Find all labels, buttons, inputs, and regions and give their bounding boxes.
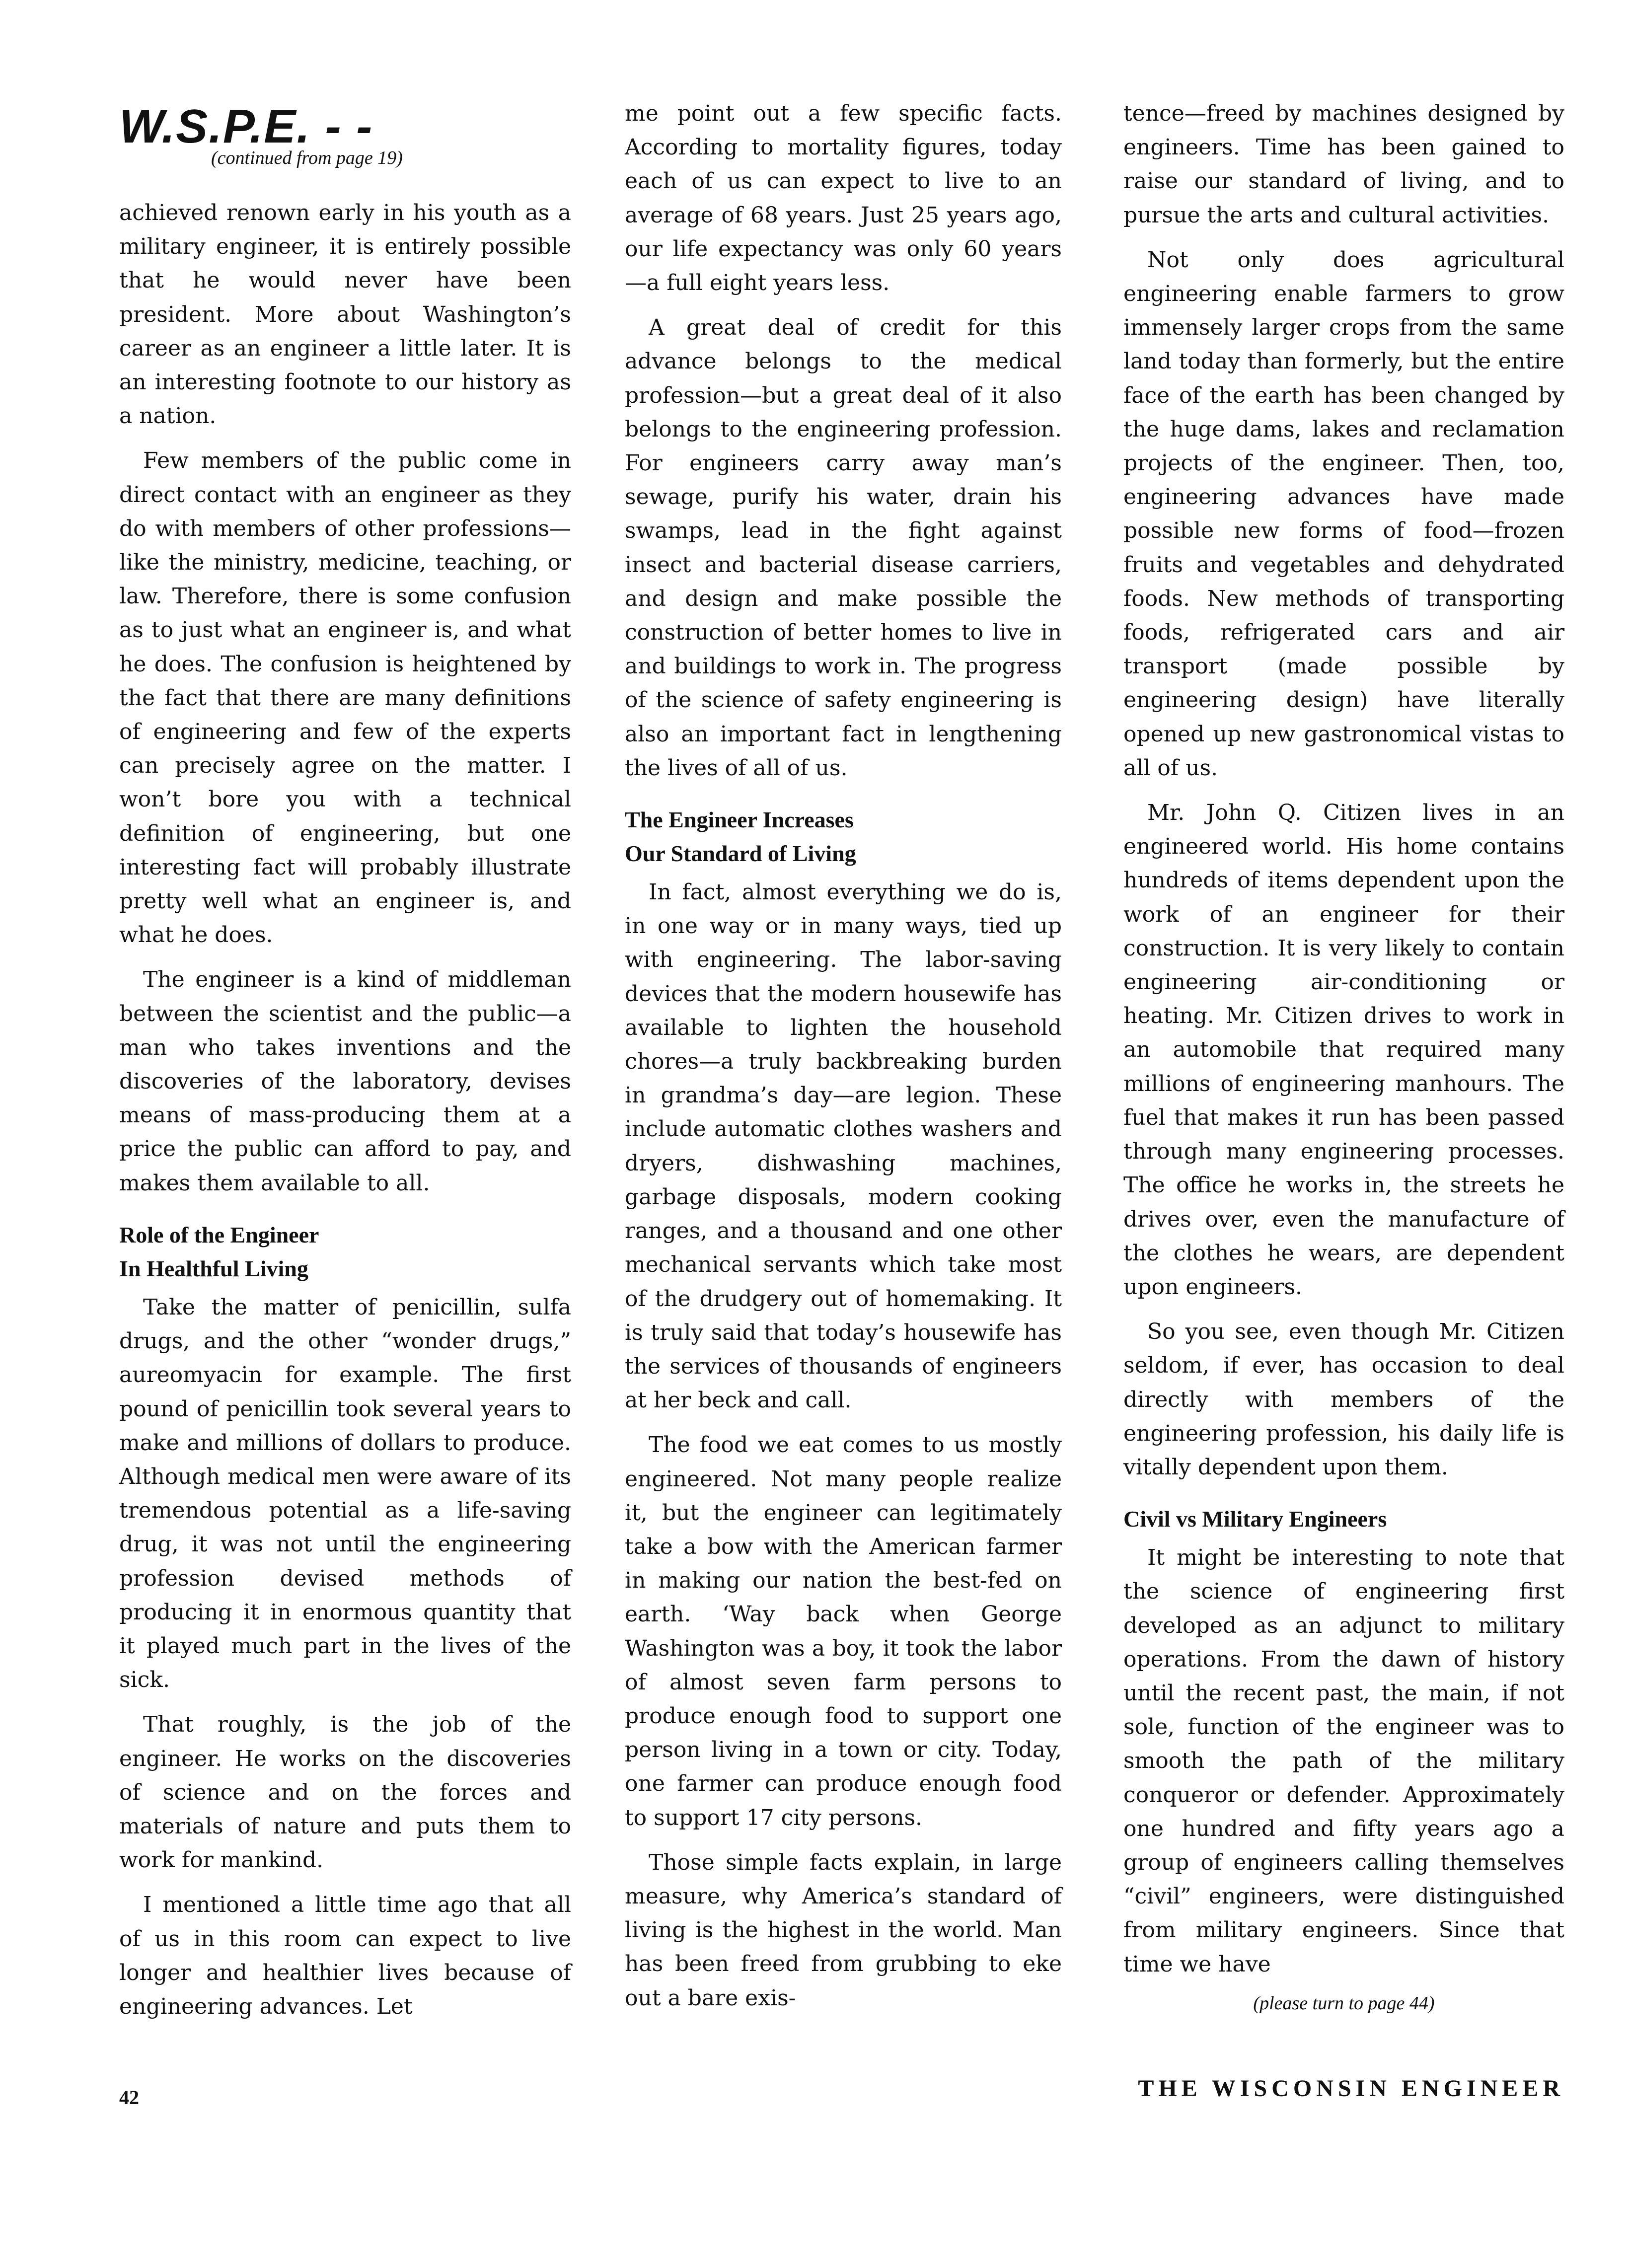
page-number: 42: [119, 2086, 139, 2109]
paragraph: A great deal of credit for this advance belongs to the medical profession—but a great deal of it also belongs to the engineering profession. For engineers carry away man’s sewage, purify his water, drain his swamps, lead in the fight against insect and bacterial disease carriers, and design and make possible the construction of better homes to live in and buildings to work in. The progress of the science of safety engineering is also an important fact in lengthening the lives of all of us.: [625, 315, 1062, 781]
section-heading: [119, 1218, 571, 1286]
continued-note: (continued from page 19): [211, 147, 403, 168]
paragraph: Take the matter of penicillin, sulfa drugs, and the other “wonder drugs,” aureomyacin for example. The first pound of penicillin took several years to make and millions of dollars to produce. Although medical men were aware of its tremendous potential as a life-saving drug, it was not until the engineering profession devised methods of producing it in enormous quantity that it played much part in the lives of the sick.: [119, 1294, 571, 1693]
paragraph: So you see, even though Mr. Citizen seldom, if ever, has occasion to deal directly with members of the engineering profession, his daily life is vitally dependent upon them.: [1123, 1319, 1564, 1480]
article-title: W.S.P.E. - -: [119, 100, 373, 153]
paragraph: achieved renown early in his youth as a military engineer, it is entirely possible that he would never have been president. More about Washington’s career as an engineer a little later. It is an interesting footnote to our history as a nation.: [119, 200, 571, 429]
paragraph: The engineer is a kind of middleman between the scientist and the public—a man who takes inventions and the discoveries of the laboratory, devises means of mass-producing them at a price the public can afford to pay, and makes them available to all.: [119, 967, 571, 1196]
paragraph: Few members of the public come in direct contact with an engineer as they do with members of other professions—like the ministry, medicine, teaching, or law. Therefore, there is some confusion as to just what an engineer is, and what he does. The confusion is heightened by the fact that there are many definitions of engineering and few of the experts can precisely agree on the matter. I won’t bore you with a technical definition of engineering, but one interesting fact will probably illustrate pretty well what an engineer is, and what he does.: [119, 448, 571, 948]
column-3: [1123, 97, 1564, 2014]
section-heading-line: In Healthful Living: [119, 1255, 308, 1281]
column-2: [625, 97, 1062, 2026]
section-heading: [625, 803, 1062, 871]
continued-on-note: (please turn to page 44): [1253, 1992, 1435, 2014]
paragraph: Those simple facts explain, in large measure, why America’s standard of living is the highest in the world. Man has been freed from grubbing to eke out a bare exis-: [625, 1849, 1062, 2011]
paragraph: me point out a few specific facts. According to mortality figures, today each of us can expect to live to an average of 68 years. Just 25 years ago, our life expectancy was only 60 years—a full eight years less.: [625, 101, 1062, 296]
paragraph: tence—freed by machines designed by engineers. Time has been gained to raise our standard of living, and to pursue the arts and cultural activities.: [1123, 101, 1564, 228]
section-heading-line: Our Standard of Living: [625, 841, 856, 867]
paragraph: That roughly, is the job of the engineer. He works on the discoveries of science and on the forces and materials of nature and puts them to work for mankind.: [119, 1712, 571, 1873]
column-1: [119, 196, 571, 2035]
paragraph: In fact, almost everything we do is, in one way or in many ways, tied up with engineering. The labor-saving devices that the modern housewife has available to lighten the household chores—a truly backbreaking burden in grandma’s day—are legion. These include automatic clothes washers and dryers, dishwashing machines, garbage disposals, modern cooking ranges, and a thousand and one other mechanical servants which take most of the drudgery out of homemaking. It is truly said that today’s housewife has the services of thousands of engineers at her beck and call.: [625, 879, 1062, 1413]
section-heading-line: Civil vs Military Engineers: [1123, 1506, 1387, 1532]
section-heading: [1123, 1502, 1564, 1536]
paragraph: The food we eat comes to us mostly engineered. Not many people realize it, but the engineer can legitimately take a bow with the American farmer in making our nation the best-fed on earth. ‘Way back when George Washington was a boy, it took the labor of almost seven farm persons to produce enough food to support one person living in a town or city. Today, one farmer can produce enough food to support 17 city persons.: [625, 1432, 1062, 1830]
paragraph: Mr. John Q. Citizen lives in an engineered world. His home contains hundreds of items dependent upon the work of an engineer for their construction. It is very likely to contain engineering air-conditioning or heating. Mr. Citizen drives to work in an automobile that required many millions of engineering manhours. The fuel that makes it run has been passed through many engineering processes. The office he works in, the streets he drives over, even the manufacture of the clothes he wears, are dependent upon engineers.: [1123, 800, 1564, 1300]
section-heading-line: The Engineer Increases: [625, 807, 854, 833]
paragraph: Not only does agricultural engineering enable farmers to grow immensely larger crops from the same land today than formerly, but the entire face of the earth has been changed by the huge dams, lakes and reclamation projects of the engineer. Then, too, engineering advances have made possible new forms of food—frozen fruits and vegetables and dehydrated foods. New methods of transporting foods, refrigerated cars and air transport (made possible by engineering design) have literally opened up new gastronomical vistas to all of us.: [1123, 247, 1564, 781]
section-heading-line: Role of the Engineer: [119, 1222, 319, 1247]
publication-footer: THE WISCONSIN ENGINEER: [1138, 2075, 1564, 2102]
paragraph: It might be interesting to note that the science of engineering first developed as an adjunct to military operations. From the dawn of history until the recent past, the main, if not sole, function of the engineer was to smooth the path of the military conqueror or defender. Approximately one hundred and fifty years ago a group of engineers calling themselves “civil” engineers, were distinguished from military engineers. Since that time we have: [1123, 1545, 1564, 1977]
paragraph: I mentioned a little time ago that all of us in this room can expect to live longer and healthier lives because of engineering advances. Let: [119, 1892, 571, 2019]
